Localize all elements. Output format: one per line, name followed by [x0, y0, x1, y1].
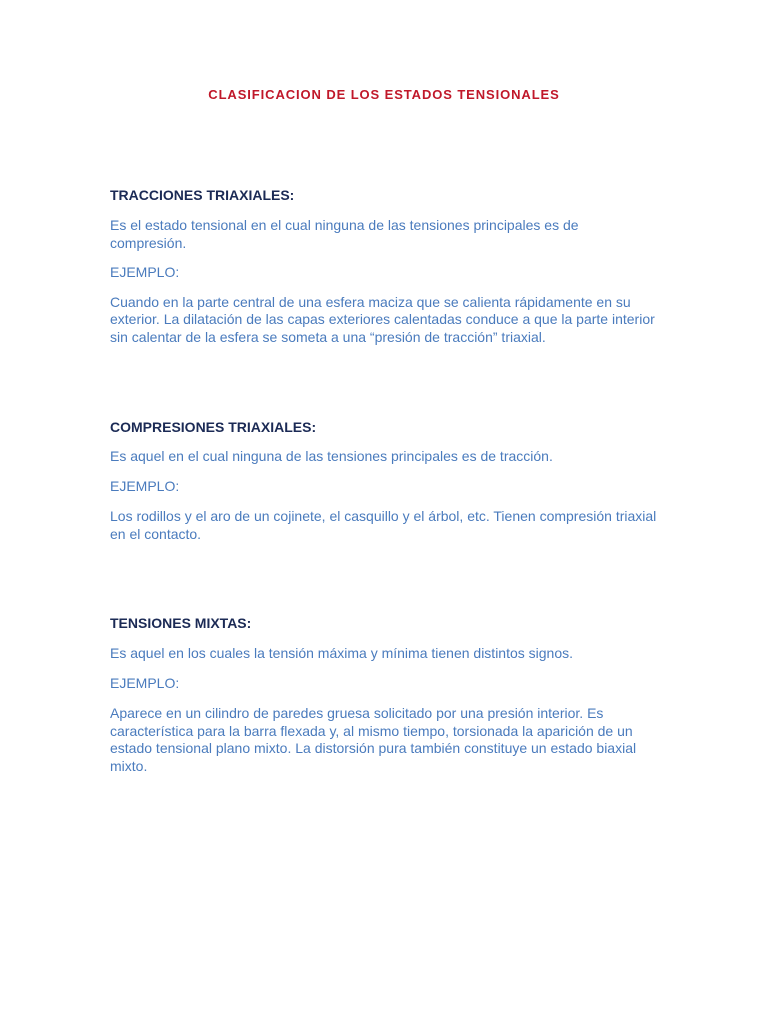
example-text: Cuando en la parte central de una esfera maciza que se calienta rápidamente en su exterior. La dilatación de las capas exteriores calentadas conduce a que la parte interior sin calentar de la esfera se someta a una “presión de tracción” triaxial. — [110, 293, 655, 345]
section-heading: COMPRESIONES TRIAXIALES: — [110, 419, 317, 435]
section-definition: Es el estado tensional en el cual ninguna de las tensiones principales es de compresión. — [110, 217, 579, 251]
section-tensiones-mixtas — [110, 614, 658, 776]
example-label: EJEMPLO: — [110, 674, 180, 691]
example-text: Los rodillos y el aro de un cojinete, el casquillo y el árbol, etc. Tienen compresión triaxial en el contacto. — [110, 508, 657, 542]
document-title: CLASIFICACION DE LOS ESTADOS TENSIONALES — [208, 87, 560, 102]
section-definition: Es aquel en los cuales la tensión máxima y mínima tienen distintos signos. — [110, 645, 574, 661]
section-heading: TRACCIONES TRIAXIALES: — [110, 187, 295, 203]
example-label: EJEMPLO: — [110, 264, 180, 281]
section-tracciones-triaxiales — [110, 186, 658, 347]
section-definition: Es aquel en el cual ninguna de las tensiones principales es de tracción. — [110, 448, 553, 464]
example-label: EJEMPLO: — [110, 477, 180, 494]
section-heading: TENSIONES MIXTAS: — [110, 615, 252, 631]
example-text: Aparece en un cilindro de paredes gruesa solicitado por una presión interior. Es característica para la barra flexada y, al mismo tiempo, torsionada la aparición de un estado tensional plano mixto. La distorsión pura también constituye un estado biaxial mixto. — [110, 705, 637, 774]
section-compresiones-triaxiales — [110, 418, 658, 543]
